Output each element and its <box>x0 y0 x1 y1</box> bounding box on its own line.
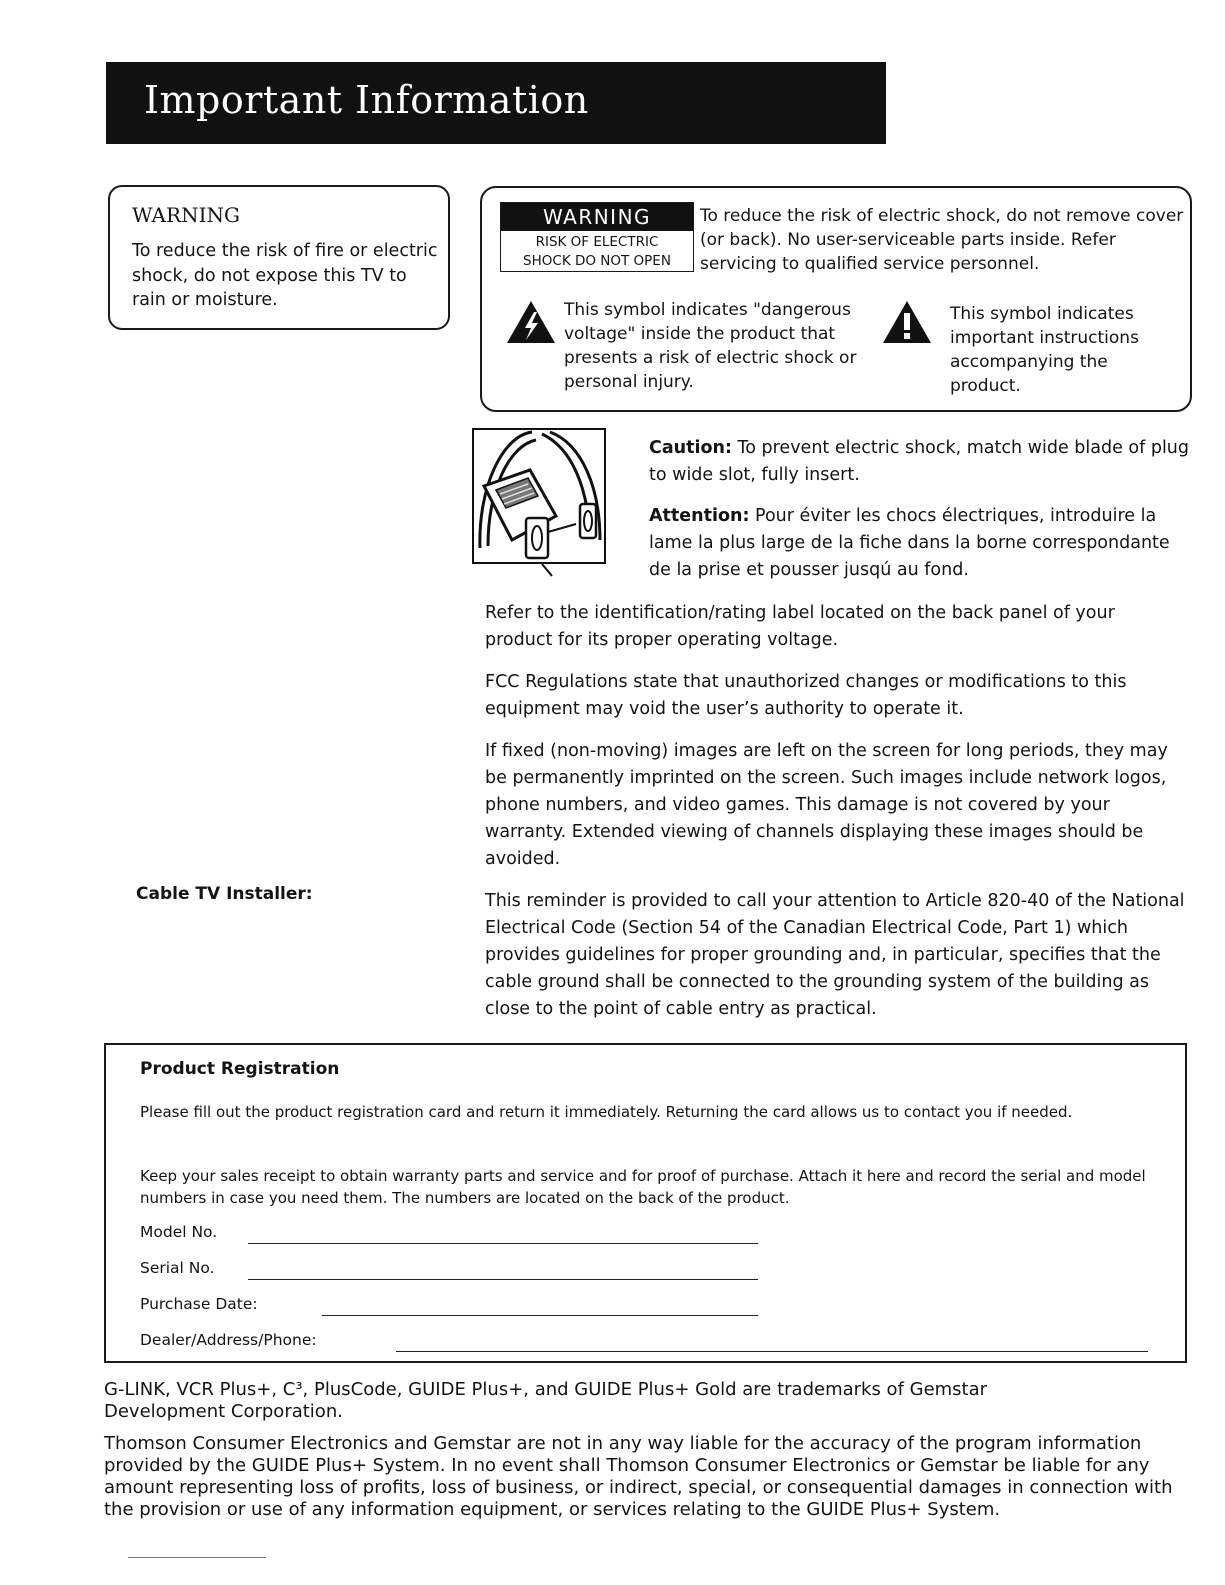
cable-installer-label: Cable TV Installer: <box>136 884 313 904</box>
caution-label: Caution: <box>649 438 732 458</box>
fire-warning-box <box>108 185 450 330</box>
voltage-symbol-text: This symbol indicates "dangerous voltage" inside the product that presents a risk of electric shock or personal injury. <box>564 300 857 392</box>
page-title: Important Information <box>144 78 589 122</box>
footer-rule <box>128 1557 266 1558</box>
attention-text: Pour éviter les chocs électriques, introduire la lame la plus large de la fiche dans la borne correspondante de la prise et pousser jusqú au fond. <box>649 506 1170 580</box>
liability-paragraph: Thomson Consumer Electronics and Gemstar are not in any way liable for the accuracy of the program information provided by the GUIDE Plus+ System. In no event shall Thomson Consumer Electronics or Gemstar be liable for any amount representing loss of profits, loss of business, or indirect, special, or consequential damages in connection with the provision or use of any information equipment, or services relating to the GUIDE Plus+ System. <box>104 1433 1173 1520</box>
rating-label-paragraph: Refer to the identification/rating label located on the back panel of your product for its proper operating voltage. <box>485 603 1115 650</box>
shock-warning-text: To reduce the risk of electric shock, do not remove cover (or back). No user-serviceable parts inside. Refer servicing to qualified service personnel. <box>700 206 1184 274</box>
purchase-date-label: Purchase Date: <box>140 1295 258 1313</box>
instructions-symbol-text: This symbol indicates important instructions accompanying the product. <box>950 304 1139 396</box>
model-number-line[interactable] <box>248 1243 758 1244</box>
warning-label-subtext <box>501 231 693 271</box>
warning-label-line: SHOCK DO NOT OPEN <box>523 253 671 269</box>
caution-paragraph <box>649 435 1194 489</box>
exclamation-triangle-icon <box>882 300 932 348</box>
shock-warning-box <box>480 186 1192 412</box>
trademarks-paragraph: G-LINK, VCR Plus+, C³, PlusCode, GUIDE Plus+, and GUIDE Plus+ Gold are trademarks of Gemstar Development Corporation. <box>104 1379 988 1422</box>
serial-number-line[interactable] <box>248 1279 758 1280</box>
model-number-label: Model No. <box>140 1223 218 1241</box>
fire-warning-text: To reduce the risk of fire or electric shock, do not expose this TV to rain or moisture. <box>132 241 438 310</box>
receipt-instructions: Keep your sales receipt to obtain warranty parts and service and for proof of purchase. Attach it here and record the serial and model numbers in case you need them. The numbers are located on the back of the product. <box>140 1167 1146 1207</box>
header-bar <box>106 62 886 144</box>
warning-label <box>500 202 694 272</box>
attention-paragraph <box>649 503 1194 584</box>
dealer-address-phone-label: Dealer/Address/Phone: <box>140 1331 317 1349</box>
registration-title: Product Registration <box>140 1059 340 1079</box>
caution-text: To prevent electric shock, match wide blade of plug to wide slot, fully insert. <box>649 438 1190 485</box>
lightning-triangle-icon <box>506 300 556 348</box>
cable-installer-paragraph: This reminder is provided to call your attention to Article 820-40 of the National Electrical Code (Section 54 of the Canadian Electrical Code, Part 1) which provides guidelines for proper grounding and, in particular, specifies that the cable ground shall be connected to the grounding system of the building as close to the point of cable entry as practical. <box>485 891 1185 1019</box>
fixed-images-paragraph: If fixed (non-moving) images are left on the screen for long periods, they may be permanently imprinted on the screen. Such images include network logos, phone numbers, and video games. This damage is not covered by your warranty. Extended viewing of channels displaying these images should be avoided. <box>485 741 1168 869</box>
product-registration-box <box>104 1043 1187 1363</box>
serial-number-label: Serial No. <box>140 1259 215 1277</box>
dealer-address-phone-line[interactable] <box>396 1351 1148 1352</box>
fcc-paragraph: FCC Regulations state that unauthorized changes or modifications to this equipment may void the user’s authority to operate it. <box>485 672 1127 719</box>
fire-warning-title: WARNING <box>132 203 240 227</box>
attention-label: Attention: <box>649 506 750 526</box>
polarized-plug-icon <box>472 428 608 582</box>
purchase-date-line[interactable] <box>322 1315 758 1316</box>
registration-instructions: Please fill out the product registration card and return it immediately. Returning the card allows us to contact you if needed. <box>140 1103 1073 1121</box>
warning-label-banner: WARNING <box>501 203 693 231</box>
warning-label-line: RISK OF ELECTRIC <box>535 234 659 250</box>
